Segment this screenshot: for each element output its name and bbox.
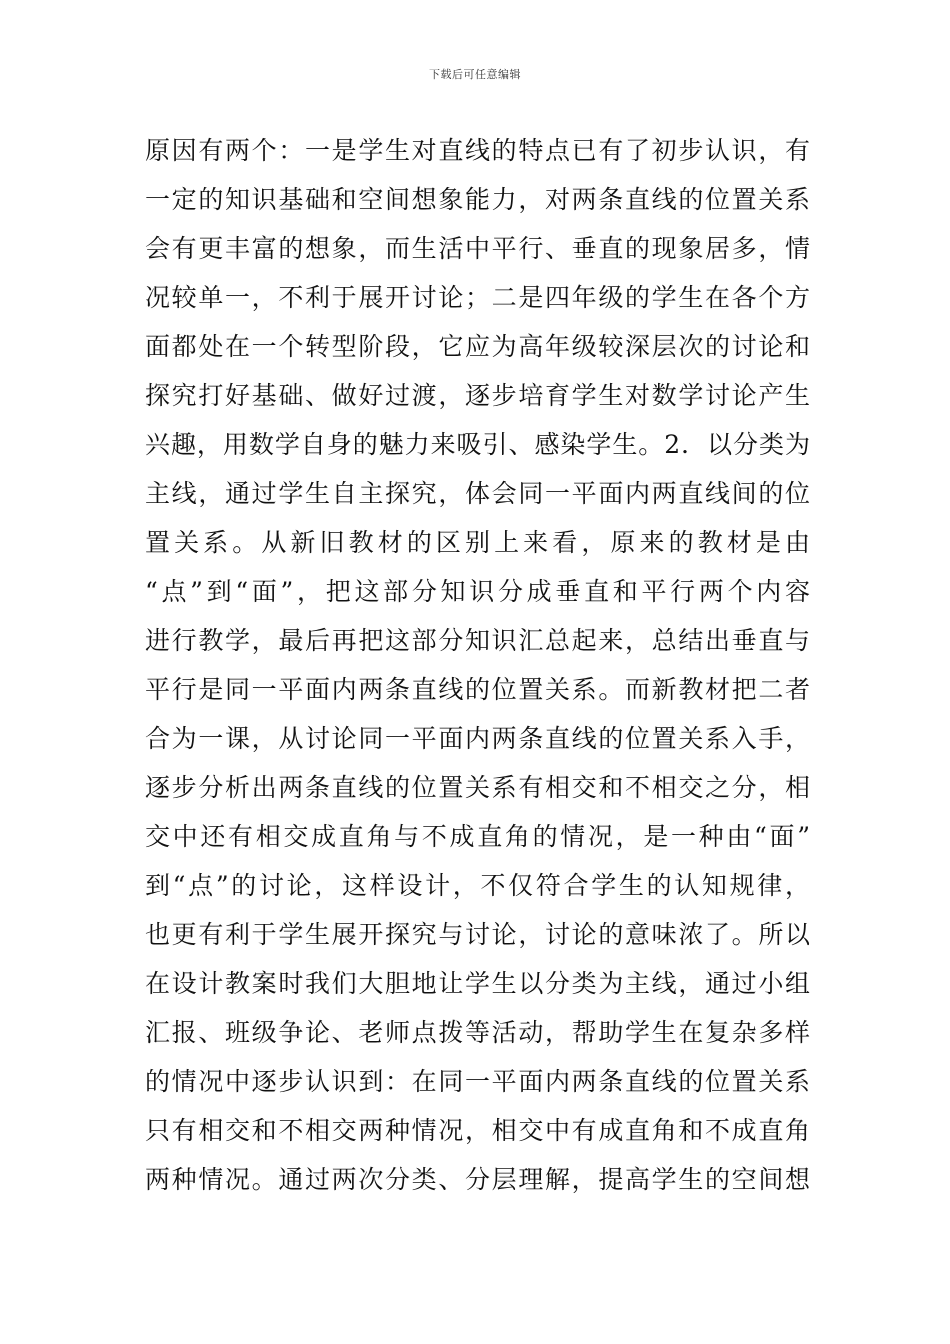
text-line: 在设计教案时我们大胆地让学生以分类为主线，通过小组 [145,969,810,998]
text-line: 逐步分析出两条直线的位置关系有相交和不相交之分，相 [145,773,810,802]
text-line: 兴趣，用数学自身的魅力来吸引、感染学生。2．以分类为 [145,430,810,459]
text-line: 交中还有相交成直角与不成直角的情况，是一种由“面” [145,822,810,851]
text-line: 也更有利于学生展开探究与讨论，讨论的意味浓了。所以 [145,920,810,949]
text-line: 原因有两个：一是学生对直线的特点已有了初步认识，有 [145,136,810,165]
text-line: 进行教学，最后再把这部分知识汇总起来，总结出垂直与 [145,626,810,655]
text-line: 探究打好基础、做好过渡，逐步培育学生对数学讨论产生 [145,381,810,410]
text-line: 的情况中逐步认识到：在同一平面内两条直线的位置关系 [145,1067,810,1096]
text-line: 到“点”的讨论，这样设计，不仅符合学生的认知规律， [145,871,810,900]
text-line: 两种情况。通过两次分类、分层理解，提高学生的空间想 [145,1165,810,1194]
text-line: 主线，通过学生自主探究，体会同一平面内两直线间的位 [145,479,810,508]
text-line: 合为一课，从讨论同一平面内两条直线的位置关系入手， [145,724,810,753]
text-line: 置关系。从新旧教材的区别上来看，原来的教材是由 [145,528,810,557]
text-line: 只有相交和不相交两种情况，相交中有成直角和不成直角 [145,1116,810,1145]
text-line: 汇报、班级争论、老师点拨等活动，帮助学生在复杂多样 [145,1018,810,1047]
page-header: 下载后可任意编辑 [429,68,521,81]
text-line: 况较单一，不利于展开讨论；二是四年级的学生在各个方 [145,283,810,312]
text-line: 平行是同一平面内两条直线的位置关系。而新教材把二者 [145,675,810,704]
text-line: 会有更丰富的想象，而生活中平行、垂直的现象居多，情 [145,234,810,263]
text-line: 面都处在一个转型阶段，它应为高年级较深层次的讨论和 [145,332,810,361]
body-paragraph [145,133,810,1211]
text-line: “点”到“面”，把这部分知识分成垂直和平行两个内容 [145,577,810,606]
text-line: 一定的知识基础和空间想象能力，对两条直线的位置关系 [145,185,810,214]
